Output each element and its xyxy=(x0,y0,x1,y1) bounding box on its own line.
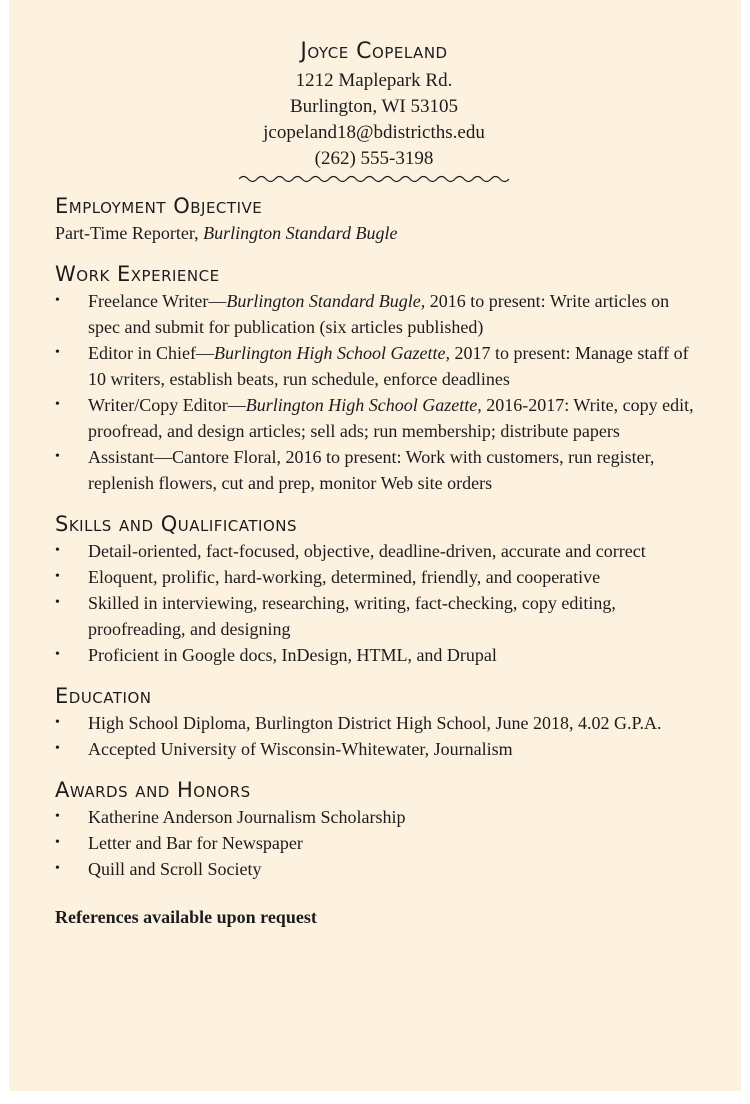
applicant-name: Joyce Copeland xyxy=(300,39,448,64)
education-text: High School Diploma, Burlington District High School, June 2018, 4.02 G.P.A. xyxy=(88,713,662,733)
bullet-icon: • xyxy=(55,861,60,876)
references-note: References available upon request xyxy=(55,907,317,927)
bullet-icon: • xyxy=(55,647,60,662)
objective-heading: Employment Objective xyxy=(55,194,263,218)
objective-role: Part-Time Reporter, xyxy=(55,223,204,243)
phone: (262) 555-3198 xyxy=(314,148,434,169)
education-item xyxy=(55,736,701,762)
bullet-icon: • xyxy=(55,741,60,756)
work-item xyxy=(55,288,701,340)
skill-text: Skilled in interviewing, researching, writing, fact-checking, copy editing, proofreading, and designing xyxy=(88,593,616,639)
work-title: Assistant— xyxy=(88,447,173,467)
bullet-icon: • xyxy=(55,835,60,850)
work-item xyxy=(55,444,701,496)
work-section xyxy=(55,260,701,496)
email: jcopeland18@bdistricths.edu xyxy=(263,122,485,143)
work-detail: 2016-2017: Write, copy edit, proofread, and design articles; sell ads; run membership; distribute papers xyxy=(88,395,694,441)
bullet-icon: • xyxy=(55,293,60,308)
education-text: Accepted University of Wisconsin-Whitewater, Journalism xyxy=(88,739,513,759)
objective-section xyxy=(55,192,701,246)
work-title: Editor in Chief— xyxy=(88,343,214,363)
bullet-icon: • xyxy=(55,345,60,360)
wavy-divider xyxy=(239,174,509,184)
skills-list xyxy=(55,538,701,668)
work-org: Burlington Standard Bugle, xyxy=(226,291,426,311)
education-item xyxy=(55,710,701,736)
resume-page xyxy=(9,0,741,1091)
objective-publication: Burlington Standard Bugle xyxy=(203,223,398,243)
bullet-icon: • xyxy=(55,595,60,610)
work-item xyxy=(55,340,701,392)
objective-text xyxy=(55,220,701,246)
skill-text: Eloquent, prolific, hard-working, determined, friendly, and cooperative xyxy=(88,567,601,587)
resume-header xyxy=(47,36,701,184)
work-org: Burlington High School Gazette, xyxy=(213,343,450,363)
work-heading: Work Experience xyxy=(55,262,220,286)
skills-heading: Skills and Qualifications xyxy=(55,512,298,536)
bullet-icon: • xyxy=(55,715,60,730)
work-detail: 2016 to present: Write articles on spec and submit for publication (six articles published) xyxy=(88,291,670,337)
award-item xyxy=(55,830,701,856)
work-detail: 2017 to present: Manage staff of 10 writers, establish beats, run schedule, enforce deadlines xyxy=(88,343,689,389)
award-text: Katherine Anderson Journalism Scholarship xyxy=(88,807,406,827)
work-title: Writer/Copy Editor— xyxy=(88,395,246,415)
skill-item xyxy=(55,590,701,642)
work-title: Freelance Writer— xyxy=(88,291,227,311)
work-list xyxy=(55,288,701,496)
award-text: Letter and Bar for Newspaper xyxy=(88,833,303,853)
address-line-2: Burlington, WI 53105 xyxy=(289,96,458,117)
address-line-1: 1212 Maplepark Rd. xyxy=(295,70,453,91)
award-text: Quill and Scroll Society xyxy=(88,859,262,879)
skills-section xyxy=(55,510,701,668)
skill-item xyxy=(55,564,701,590)
skill-item xyxy=(55,642,701,668)
work-org: Burlington High School Gazette, xyxy=(245,395,482,415)
bullet-icon: • xyxy=(55,809,60,824)
bullet-icon: • xyxy=(55,543,60,558)
bullet-icon: • xyxy=(55,397,60,412)
education-list xyxy=(55,710,701,762)
award-item xyxy=(55,804,701,830)
awards-list xyxy=(55,804,701,882)
awards-heading: Awards and Honors xyxy=(55,778,251,802)
education-heading: Education xyxy=(55,684,152,708)
education-section xyxy=(55,682,701,762)
work-detail: Cantore Floral, 2016 to present: Work with customers, run register, replenish flowers, cut and prep, monitor Web site orders xyxy=(88,447,655,493)
skill-text: Proficient in Google docs, InDesign, HTML, and Drupal xyxy=(88,645,497,665)
bullet-icon: • xyxy=(55,449,60,464)
work-item xyxy=(55,392,701,444)
award-item xyxy=(55,856,701,882)
skill-text: Detail-oriented, fact-focused, objective, deadline-driven, accurate and correct xyxy=(88,541,646,561)
skill-item xyxy=(55,538,701,564)
bullet-icon: • xyxy=(55,569,60,584)
awards-section xyxy=(55,776,701,882)
